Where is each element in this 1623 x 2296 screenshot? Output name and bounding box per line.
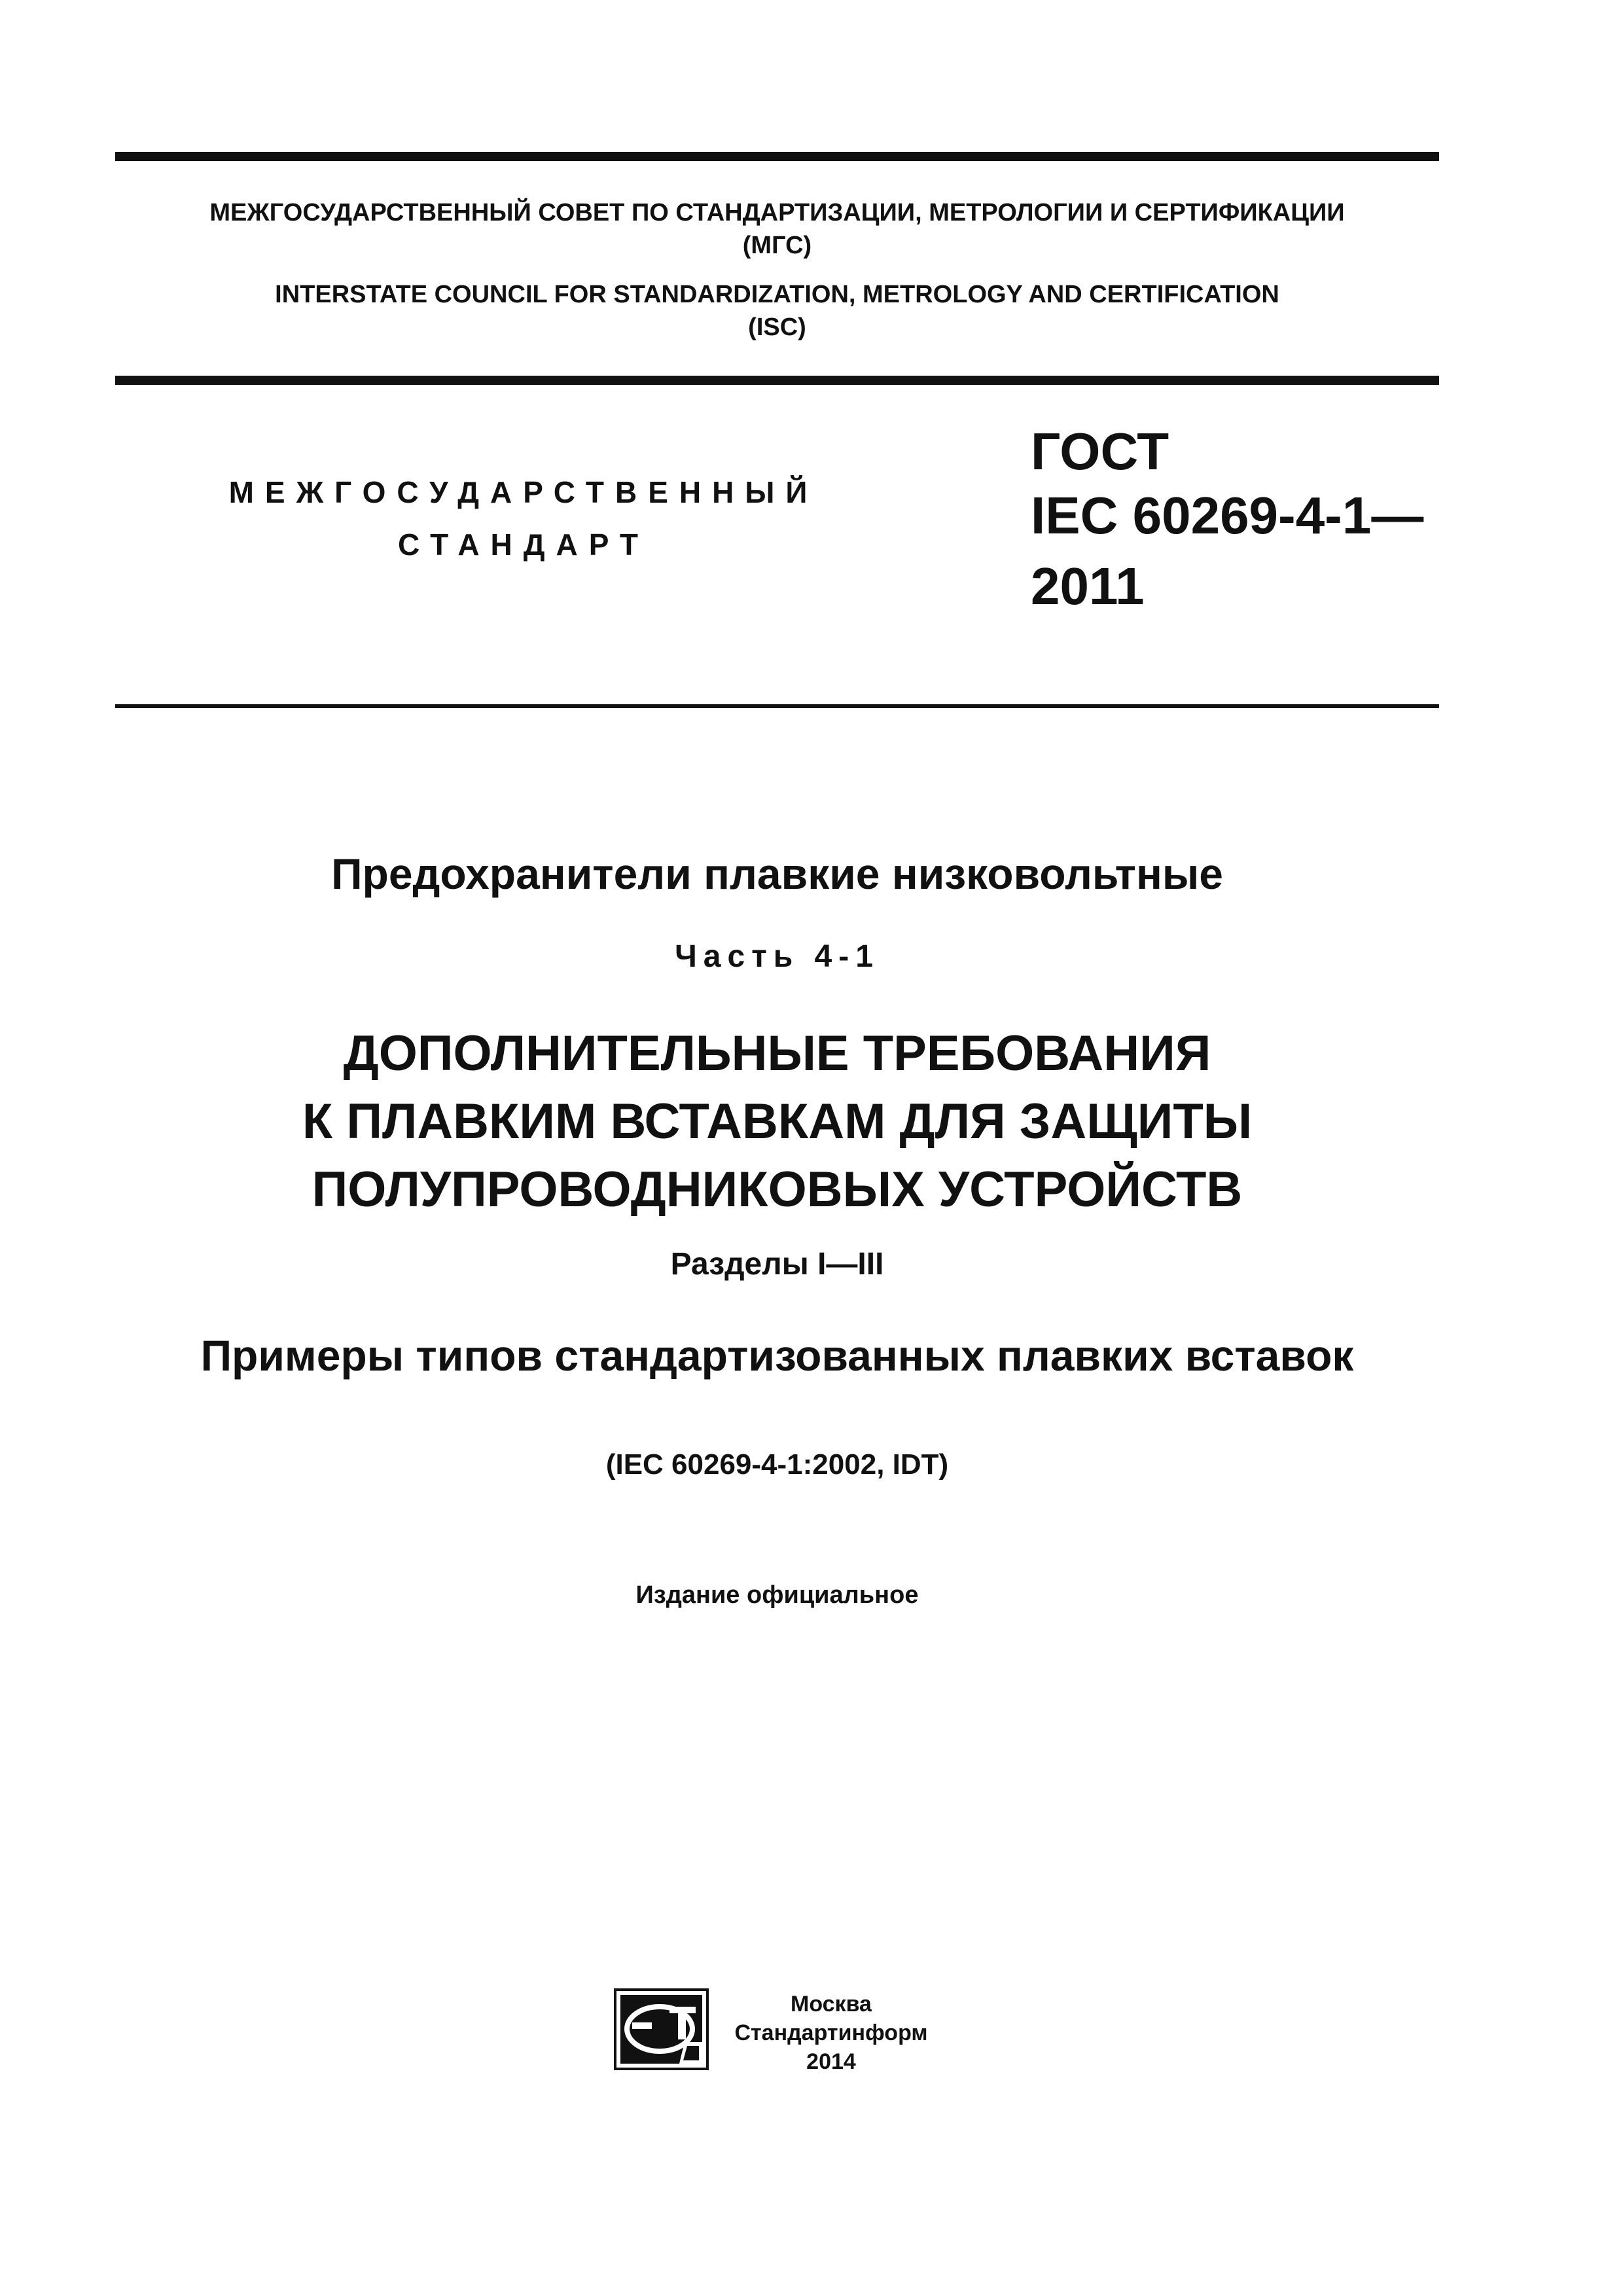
council-ru-line2: (МГС)	[742, 232, 812, 259]
document-part: Часть 4-1	[675, 939, 880, 974]
council-ru-line1: МЕЖГОСУДАРСТВЕННЫЙ СОВЕТ ПО СТАНДАРТИЗАЦИИ, МЕТРОЛОГИИ И СЕРТИФИКАЦИИ	[209, 199, 1345, 226]
council-en	[115, 278, 1439, 344]
lower-rule	[115, 704, 1439, 708]
subtitle-line1: ДОПОЛНИТЕЛЬНЫЕ ТРЕБОВАНИЯ	[343, 1026, 1211, 1081]
subtitle-line3: ПОЛУПРОВОДНИКОВЫХ УСТРОЙСТВ	[312, 1162, 1243, 1217]
council-ru	[115, 196, 1439, 262]
subtitle-line2: К ПЛАВКИМ ВСТАВКАМ ДЛЯ ЗАЩИТЫ	[302, 1094, 1253, 1149]
publisher-block	[726, 1990, 936, 2076]
publisher-year: 2014	[806, 2049, 856, 2074]
document-title: Предохранители плавкие низковольтные	[331, 850, 1223, 898]
iec-reference: (IEC 60269-4-1:2002, IDT)	[605, 1448, 949, 1480]
document-sections: Разделы I—III	[670, 1247, 884, 1282]
standartinform-logo-icon	[614, 1988, 709, 2070]
council-en-line1: INTERSTATE COUNCIL FOR STANDARDIZATION, METROLOGY AND CERTIFICATION	[275, 281, 1279, 308]
publisher-name: Стандартинформ	[734, 2020, 928, 2045]
standard-designation-line3: 2011	[1031, 557, 1145, 615]
standard-label-line2: СТАНДАРТ	[398, 528, 649, 562]
standard-designation-line2: IEC 60269-4-1—	[1031, 486, 1424, 545]
council-en-line2: (ISC)	[748, 314, 806, 341]
edition-note: Издание официальное	[635, 1581, 919, 1609]
publisher-city: Москва	[791, 1992, 872, 2017]
standard-label-line1: МЕЖГОСУДАРСТВЕННЫЙ	[228, 475, 819, 509]
standard-designation-line1: ГОСТ	[1031, 422, 1169, 480]
document-subtitle	[115, 1020, 1439, 1224]
top-rule	[115, 152, 1439, 161]
middle-rule	[115, 376, 1439, 385]
document-examples-title: Примеры типов стандартизованных плавких вставок	[200, 1331, 1354, 1380]
